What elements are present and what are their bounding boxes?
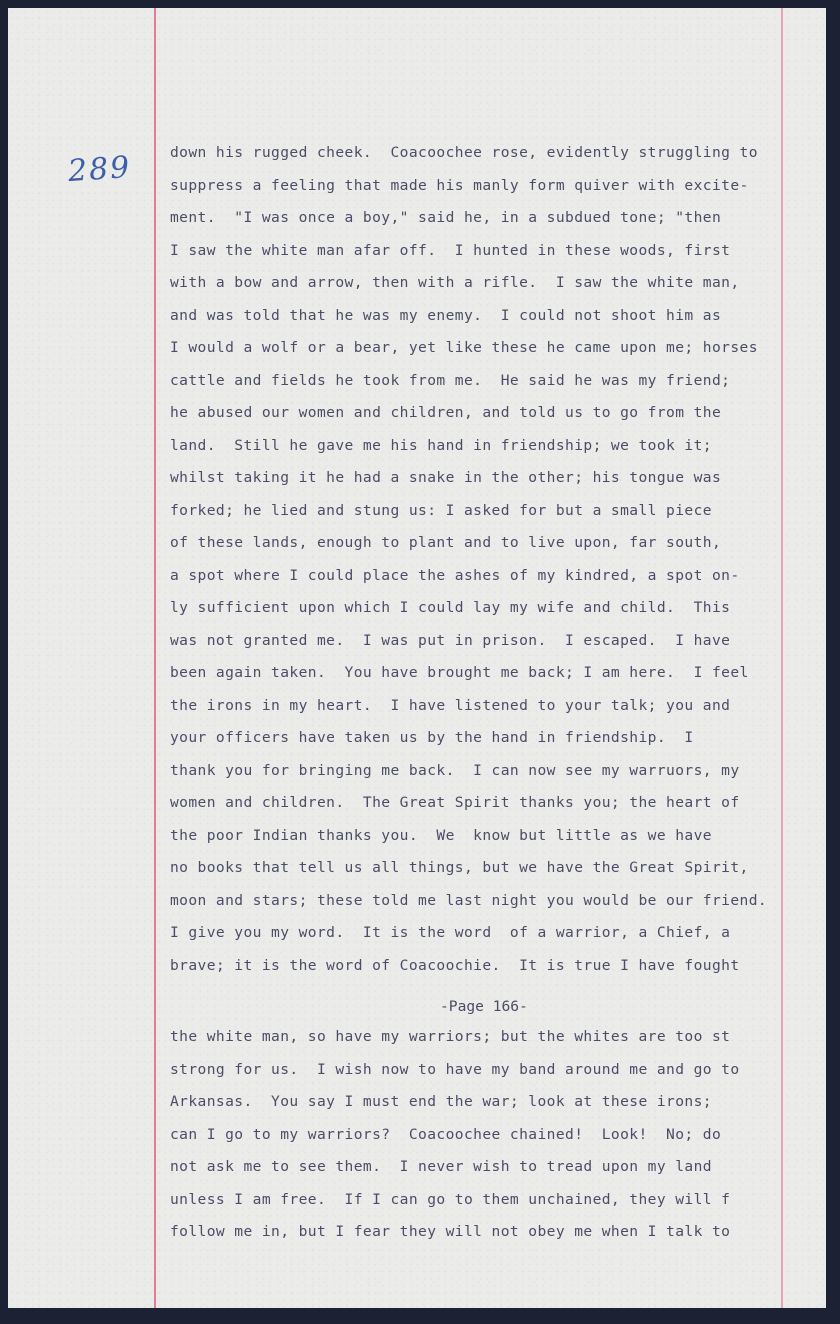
text-line: I saw the white man afar off. I hunted in these woods, first [170,242,731,259]
text-line: I give you my word. It is the word of a warrior, a Chief, a [170,924,731,941]
left-margin-rule [154,8,156,1308]
text-line: ment. "I was once a boy," said he, in a subdued tone; "then [170,209,722,226]
text-line: whilst taking it he had a snake in the other; his tongue was [170,469,722,486]
text-line: and was told that he was my enemy. I could not shoot him as [170,307,722,324]
text-line: brave; it is the word of Coacoochie. It is true I have fought [170,957,740,974]
text-line: of these lands, enough to plant and to live upon, far south, [170,534,722,551]
text-line: with a bow and arrow, then with a rifle. I saw the white man, [170,274,740,291]
text-line: your officers have taken us by the hand in friendship. I [170,729,694,746]
text-line: the irons in my heart. I have listened to your talk; you and [170,697,731,714]
text-line: been again taken. You have brought me back; I am here. I feel [170,664,749,681]
text-line: was not granted me. I was put in prison. I escaped. I have [170,632,731,649]
text-line: a spot where I could place the ashes of my kindred, a spot on- [170,567,740,584]
text-line: cattle and fields he took from me. He said he was my friend; [170,372,731,389]
text-line: the white man, so have my warriors; but the whites are too st [170,1028,731,1045]
right-margin-rule [781,8,783,1308]
text-line: the poor Indian thanks you. We know but little as we have [170,827,712,844]
text-line: forked; he lied and stung us: I asked for but a small piece [170,502,712,519]
handwritten-page-annotation: 289 [66,149,133,190]
text-line: thank you for bringing me back. I can now see my warruors, my [170,762,740,779]
text-line: Arkansas. You say I must end the war; look at these irons; [170,1093,712,1110]
typescript-page [8,8,826,1308]
text-line: suppress a feeling that made his manly form quiver with excite- [170,177,749,194]
text-line: women and children. The Great Spirit thanks you; the heart of [170,794,740,811]
text-line: moon and stars; these told me last night you would be our friend. [170,892,768,909]
text-line: he abused our women and children, and told us to go from the [170,404,722,421]
text-line: follow me in, but I fear they will not obey me when I talk to [170,1223,731,1240]
text-line: strong for us. I wish now to have my band around me and go to [170,1061,740,1078]
text-line: I would a wolf or a bear, yet like these he came upon me; horses [170,339,758,356]
text-line: can I go to my warriors? Coacoochee chained! Look! No; do [170,1126,722,1143]
text-line: down his rugged cheek. Coacoochee rose, evidently struggling to [170,144,758,161]
text-line: land. Still he gave me his hand in friendship; we took it; [170,437,712,454]
text-line: no books that tell us all things, but we have the Great Spirit, [170,859,749,876]
text-line: not ask me to see them. I never wish to tread upon my land [170,1158,712,1175]
page-number: -Page 166- [440,998,528,1015]
text-line: ly sufficient upon which I could lay my wife and child. This [170,599,731,616]
text-line: unless I am free. If I can go to them unchained, they will f [170,1191,731,1208]
